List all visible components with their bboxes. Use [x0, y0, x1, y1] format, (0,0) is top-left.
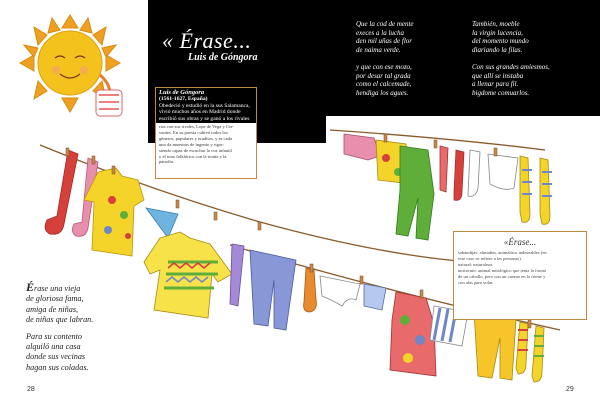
poem-column-1 — [356, 20, 414, 97]
glossary-box — [453, 231, 587, 320]
poem-line: hendiga los agues. — [356, 88, 409, 97]
author-bio-intro: Obedeció y estudió en la sus Salamanca, vivió muchos años en Madrid donde escribió sus obras y se ganó a los rivales — [159, 102, 250, 122]
poem-excerpt — [26, 282, 93, 373]
author-bio-box — [155, 87, 257, 179]
bio-line: siendo capaz de escuchar la voz infantil — [159, 147, 232, 153]
poem-line: alquiló una casa — [26, 342, 81, 352]
poem-line: y que con ese mozo, — [356, 62, 412, 71]
poem-line: hagan sus coladas. — [26, 362, 89, 372]
bio-line: géneros, populares y eruditos, y es cada — [159, 135, 232, 141]
poem-line: Érase una vieja — [26, 280, 81, 294]
poem-line: Con sus grandes amiesmos, — [472, 62, 550, 71]
bio-line: parodia. — [159, 159, 174, 165]
bio-line: rias con sus rivales, Lope de Vega y Cer- — [159, 124, 234, 130]
sun-illustration — [20, 15, 122, 116]
poem-line: donde sus vecinas — [26, 352, 86, 362]
glossary-line: de un caballo, pero con un cuerno en la frente y — [458, 274, 546, 279]
poem-line: execes a la lucha — [356, 28, 405, 37]
author-name: Luis de Góngora — [159, 89, 205, 96]
bio-line: vantes. En su poesía cultivó todos los — [159, 129, 228, 135]
glossary-line: con alas para volar. — [458, 280, 494, 285]
poem-line: bigdome comuarlos. — [472, 88, 530, 97]
glossary-line: natural: naturaleza. — [458, 262, 494, 267]
poem-line: diariando la filas. — [472, 45, 523, 54]
poem-line: como el calcemade, — [356, 80, 412, 89]
glossary-line: este caso se refiere a las personas). — [458, 256, 522, 261]
glossary-line: sabandijas: alimañas, animalitos indeseables (en — [458, 250, 547, 255]
author-bio-header — [156, 88, 256, 123]
poem-line: por desar tal grada — [356, 71, 411, 80]
page-title: « Érase... — [162, 28, 252, 53]
author-dates: (1561-1627, España) — [159, 96, 208, 103]
poem-line: la virgin lucencia, — [472, 28, 523, 37]
author-bio-body — [156, 123, 256, 165]
poem-line: den mil uñas de flor — [356, 37, 412, 46]
page-number-left: 28 — [27, 386, 35, 393]
poem-line: También, moeble — [472, 20, 520, 28]
page-number-right: 29 — [566, 386, 574, 393]
poem-line: amiga de niñas, — [26, 304, 79, 314]
poem-line: Para su contento — [26, 331, 82, 341]
poem-line: Que la cod de mente — [356, 20, 414, 28]
poem-line: a llenar para fil. — [472, 80, 519, 89]
poem-line: de niñas que labran. — [26, 315, 94, 325]
poem-line — [472, 54, 550, 63]
glossary-line: unicornio: animal mitológico que tenía la forma — [458, 268, 547, 273]
poem-column-2 — [472, 20, 550, 97]
poem-line: que allí se instaba — [472, 71, 524, 80]
page-subtitle: Luis de Góngora — [188, 52, 258, 63]
poem-line: de naima verde. — [356, 45, 401, 54]
glossary-title: «Érase... — [503, 237, 537, 247]
poem-line: del momento mundo — [472, 37, 529, 46]
poem-line — [356, 54, 414, 63]
poem-line: de gloriosa fama, — [26, 294, 84, 304]
bio-line: uno da muestras de ingenio y rigor: — [159, 141, 225, 147]
drop-cap: É — [26, 280, 35, 294]
bio-line: y el tono folklórico con la ironía y la — [159, 153, 227, 159]
